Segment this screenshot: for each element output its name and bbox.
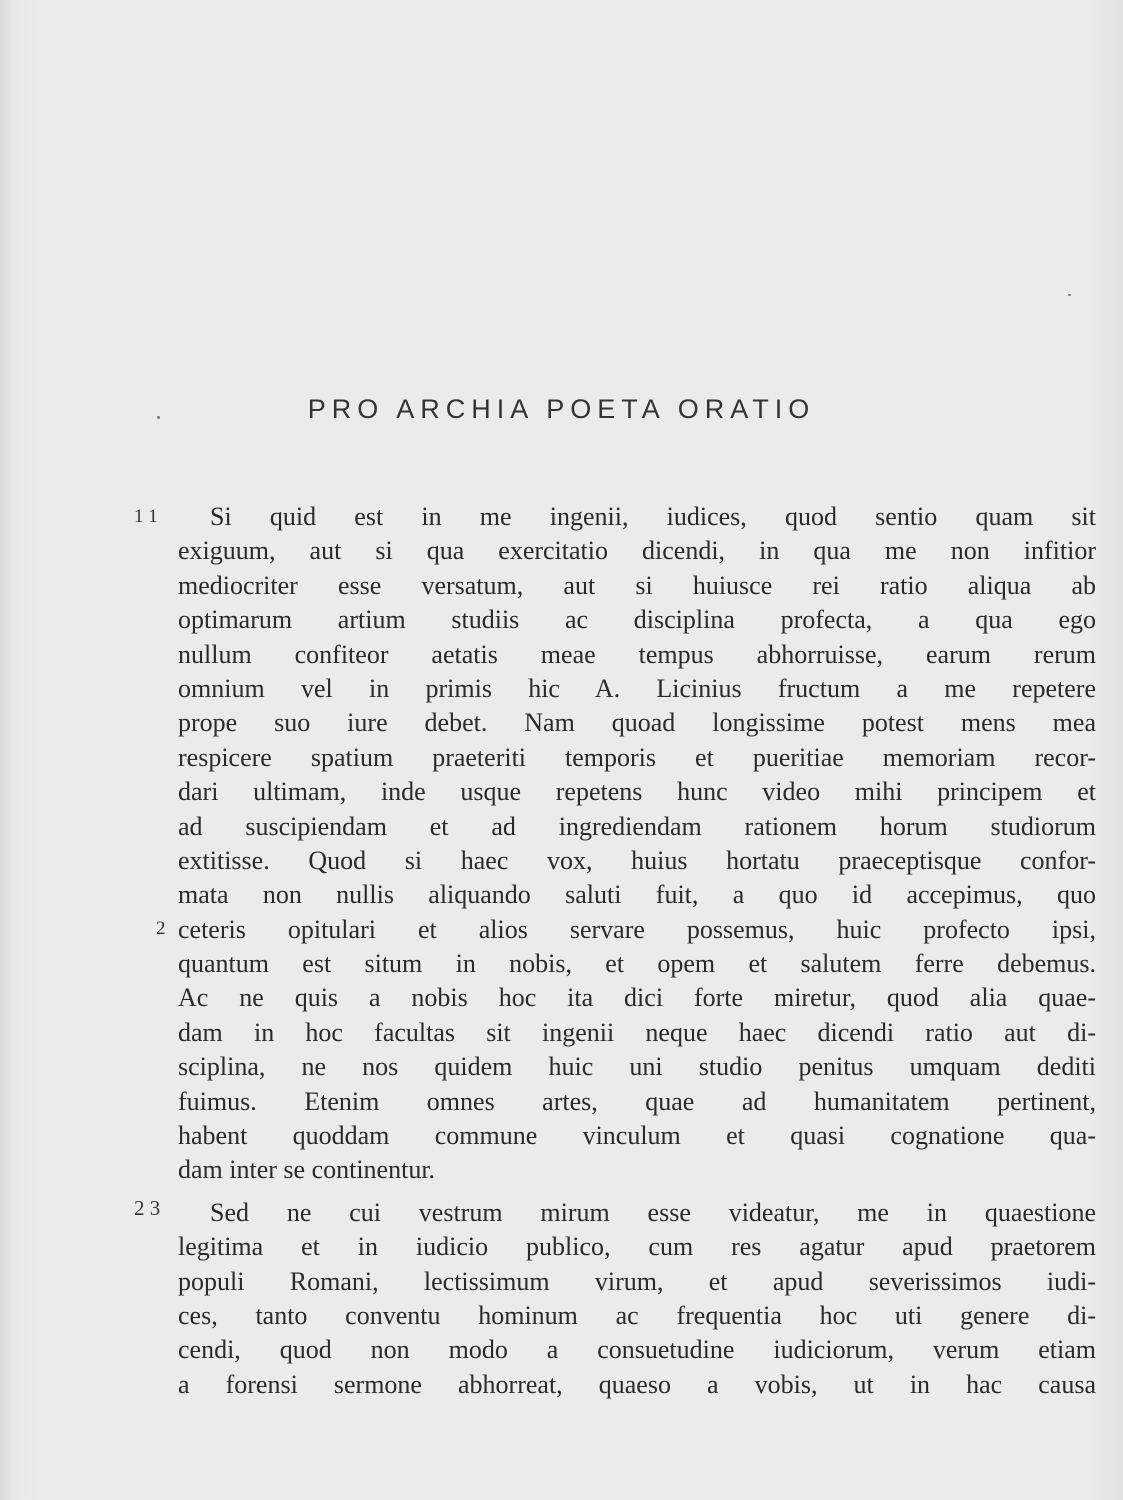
text-line: dam inter se continentur. [178, 1155, 436, 1185]
text-line: omnium vel in primis hic A. Licinius fructum a me repetere [178, 673, 1096, 703]
text-line: ceteris opitulari et alios servare possemus, huic profecto ipsi, [178, 914, 1096, 944]
scan-speck [157, 416, 160, 419]
page-title: PRO ARCHIA POETA ORATIO [307, 394, 816, 424]
text-line: ces, tanto conventu hominum ac frequentia hoc uti genere di- [178, 1300, 1096, 1330]
text-line: extitisse. Quod si haec vox, huius hortatu praeceptisque confor- [178, 845, 1096, 875]
text-line: Ac ne quis a nobis hoc ita dici forte miretur, quod alia quae- [178, 983, 1096, 1013]
text-line: populi Romani, lectissimum virum, et apud severissimos iudi- [178, 1266, 1096, 1296]
text-line: exiguum, aut si qua exercitatio dicendi, in qua me non infitior [178, 536, 1096, 566]
text-line: mediocriter esse versatum, aut si huiusce rei ratio aliqua ab [178, 570, 1096, 600]
text-line: ad suscipiendam et ad ingrediendam rationem horum studiorum [178, 811, 1096, 841]
body-text [178, 500, 1096, 1402]
text-line: quantum est situm in nobis, et opem et salutem ferre debemus. [178, 949, 1096, 979]
text-line: legitima et in iudicio publico, cum res agatur apud praetorem [178, 1232, 1096, 1262]
text-line: nullum confiteor aetatis meae tempus abhorruisse, earum rerum [178, 639, 1096, 669]
text-line: habent quoddam commune vinculum et quasi cognatione qua- [178, 1121, 1096, 1151]
scan-speck [1068, 294, 1071, 296]
text-line: dari ultimam, inde usque repetens hunc video mihi principem et [178, 777, 1096, 807]
text-line: mata non nullis aliquando saluti fuit, a quo id accepimus, quo [178, 880, 1096, 910]
text-line: Sed ne cui vestrum mirum esse videatur, me in quaestione [210, 1197, 1096, 1227]
text-line: optimarum artium studiis ac disciplina profecta, a qua ego [178, 605, 1096, 635]
text-line: sciplina, ne nos quidem huic uni studio penitus umquam dediti [178, 1052, 1096, 1082]
text-line: respicere spatium praeteriti temporis et pueritiae memoriam recor- [178, 742, 1096, 772]
section-number: 2 [156, 918, 166, 939]
text-line: a forensi sermone abhorreat, quaeso a vobis, ut in hac causa [178, 1369, 1096, 1399]
text-line: fuimus. Etenim omnes artes, quae ad humanitatem pertinent, [178, 1086, 1096, 1116]
text-line: Si quid est in me ingenii, iudices, quod sentio quam sit [210, 502, 1096, 531]
text-line: dam in hoc facultas sit ingenii neque haec dicendi ratio aut di- [178, 1017, 1096, 1047]
text-line: cendi, quod non modo a consuetudine iudiciorum, verum etiam [178, 1335, 1096, 1365]
section-number: 1 1 [134, 506, 158, 527]
section-number: 2 3 [134, 1196, 161, 1220]
text-line: prope suo iure debet. Nam quoad longissime potest mens mea [178, 708, 1096, 738]
